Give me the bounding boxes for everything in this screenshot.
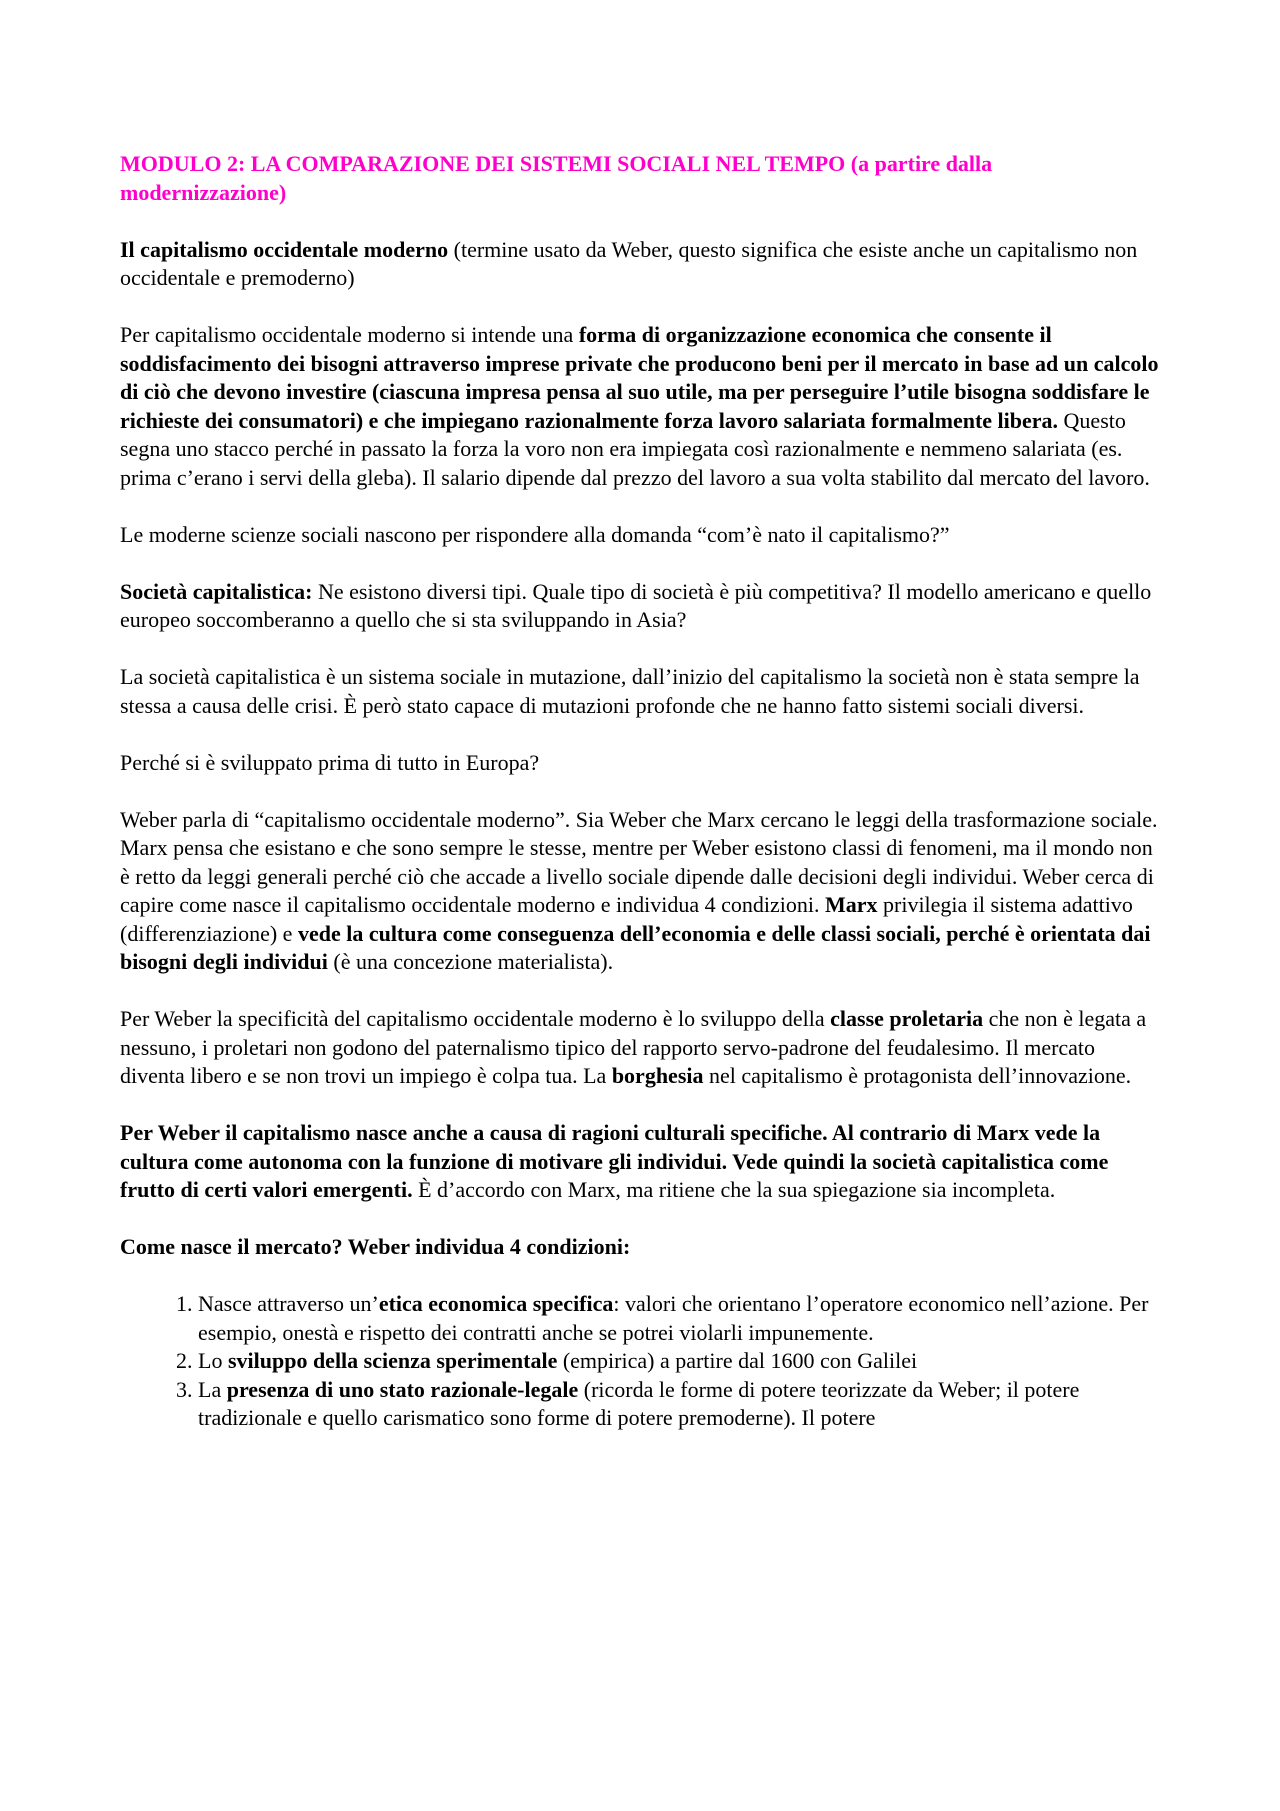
bold-term: presenza di uno stato razionale-legale bbox=[226, 1376, 579, 1402]
list-item bbox=[198, 1347, 1160, 1376]
text-span: (termine usato da Weber, questo significa che esiste anche un capitalismo non occidentale e premoderno) bbox=[120, 236, 1138, 290]
paragraph-capitalist-society bbox=[120, 578, 1160, 635]
bold-term: Marx bbox=[824, 892, 878, 917]
text-span: È d’accordo con Marx, ma ritiene che la sua spiegazione sia incompleta. bbox=[412, 1177, 1056, 1202]
bold-term: sviluppo della scienza sperimentale bbox=[227, 1348, 558, 1373]
bold-heading: Come nasce il mercato? Weber individua 4 condizioni: bbox=[120, 1234, 631, 1259]
text-span: privilegia il sistema adattivo (differenziazione) e bbox=[120, 892, 1133, 946]
list-item bbox=[198, 1376, 1160, 1433]
paragraph-definition bbox=[120, 321, 1160, 492]
paragraph-weber-marx bbox=[120, 806, 1160, 977]
paragraph-market-heading bbox=[120, 1233, 1160, 1262]
bold-statement: vede la cultura come conseguenza dell’economia e delle classi sociali, perché è orientata dai bisogni degli individui bbox=[120, 920, 1151, 974]
bold-term: Il capitalismo occidentale moderno bbox=[120, 236, 449, 262]
text-span: Nasce attraverso un’ bbox=[198, 1291, 379, 1316]
text-span: nel capitalismo è protagonista dell’innovazione. bbox=[703, 1063, 1132, 1088]
paragraph-proletariat bbox=[120, 1005, 1160, 1091]
text-span: La bbox=[198, 1376, 227, 1402]
text-span: (ricorda le forme di potere teorizzate da Weber; il potere tradizionale e quello carismatico sono forme di potere premoderne). Il potere bbox=[198, 1376, 1080, 1430]
text-span: Lo bbox=[198, 1348, 228, 1373]
list-item bbox=[198, 1290, 1160, 1347]
bold-definition: forma di organizzazione economica che consente il soddisfacimento dei bisogni attraverso imprese private che producono beni per il mercato in base ad un calcolo di ciò che devono investire (ciascuna impresa pensa al suo utile, ma per perseguire l’utile bisogna soddisfare le richieste dei consumatori) e che impiegano razionalmente forza lavoro salariata formalmente libera. bbox=[120, 322, 1159, 433]
paragraph-question-europe: Perché si è sviluppato prima di tutto in Europa? bbox=[120, 749, 540, 775]
conditions-list bbox=[120, 1290, 1160, 1433]
document-page bbox=[120, 150, 1160, 1433]
text-span: Weber parla di “capitalismo occidentale moderno”. Sia Weber che Marx cercano le leggi della trasformazione sociale. Marx pensa che esistano e che sono sempre le stesse, mentre per Weber esistono classi di fenomeni, ma il mondo non è retto da leggi generali perché ciò che accade a livello sociale dipende dalle decisioni degli individui. Weber cerca di capire come nasce il capitalismo occidentale moderno e individua 4 condizioni. bbox=[120, 806, 1158, 917]
bold-term: classe proletaria bbox=[830, 1006, 984, 1031]
bold-term: borghesia bbox=[611, 1063, 704, 1088]
paragraph-intro bbox=[120, 236, 1160, 293]
bold-term: etica economica specifica bbox=[378, 1291, 614, 1316]
text-span: (empirica) a partire dal 1600 con Galilei bbox=[557, 1348, 918, 1373]
bold-term: Società capitalistica: bbox=[120, 578, 313, 604]
bold-statement: Per Weber il capitalismo nasce anche a causa di ragioni culturali specifiche. Al contrario di Marx vede la cultura come autonoma con la funzione di motivare gli individui. Vede quindi la società capitalistica come frutto di certi valori emergenti. bbox=[120, 1120, 1109, 1202]
text-span: Per capitalismo occidentale moderno si intende una bbox=[120, 322, 579, 347]
text-span: Per Weber la specificità del capitalismo occidentale moderno è lo sviluppo della bbox=[120, 1006, 831, 1031]
text-span: (è una concezione materialista). bbox=[327, 949, 614, 974]
text-span: Questo segna uno stacco perché in passato la forza la voro non era impiegata così razionalmente e nemmeno salariata (es. prima c’erano i servi della gleba). Il salario dipende dal prezzo del lavoro a sua volta stabilito dal mercato del lavoro. bbox=[120, 407, 1150, 490]
paragraph-social-sciences: Le moderne scienze sociali nascono per rispondere alla domanda “com’è nato il capitalismo?” bbox=[120, 521, 950, 547]
paragraph-mutation: La società capitalistica è un sistema sociale in mutazione, dall’inizio del capitalismo la società non è stata sempre la stessa a causa delle crisi. È però stato capace di mutazioni profonde che ne hanno fatto sistemi sociali diversi. bbox=[120, 664, 1140, 718]
text-span: : valori che orientano l’operatore economico nell’azione. Per esempio, onestà e rispetto dei contratti anche se potrei violarli impunemente. bbox=[198, 1291, 1149, 1345]
text-span: Ne esistono diversi tipi. Quale tipo di società è più competitiva? Il modello americano e quello europeo soccomberanno a quello che si sta sviluppando in Asia? bbox=[120, 578, 1152, 632]
text-span: che non è legata a nessuno, i proletari non godono del paternalismo tipico del rapporto servo-padrone del feudalesimo. Il mercato diventa libero e se non trovi un impiego è colpa tua. La bbox=[120, 1006, 1147, 1088]
module-title: MODULO 2: LA COMPARAZIONE DEI SISTEMI SOCIALI NEL TEMPO (a partire dalla modernizzazione) bbox=[120, 151, 993, 205]
paragraph-culture bbox=[120, 1119, 1160, 1205]
